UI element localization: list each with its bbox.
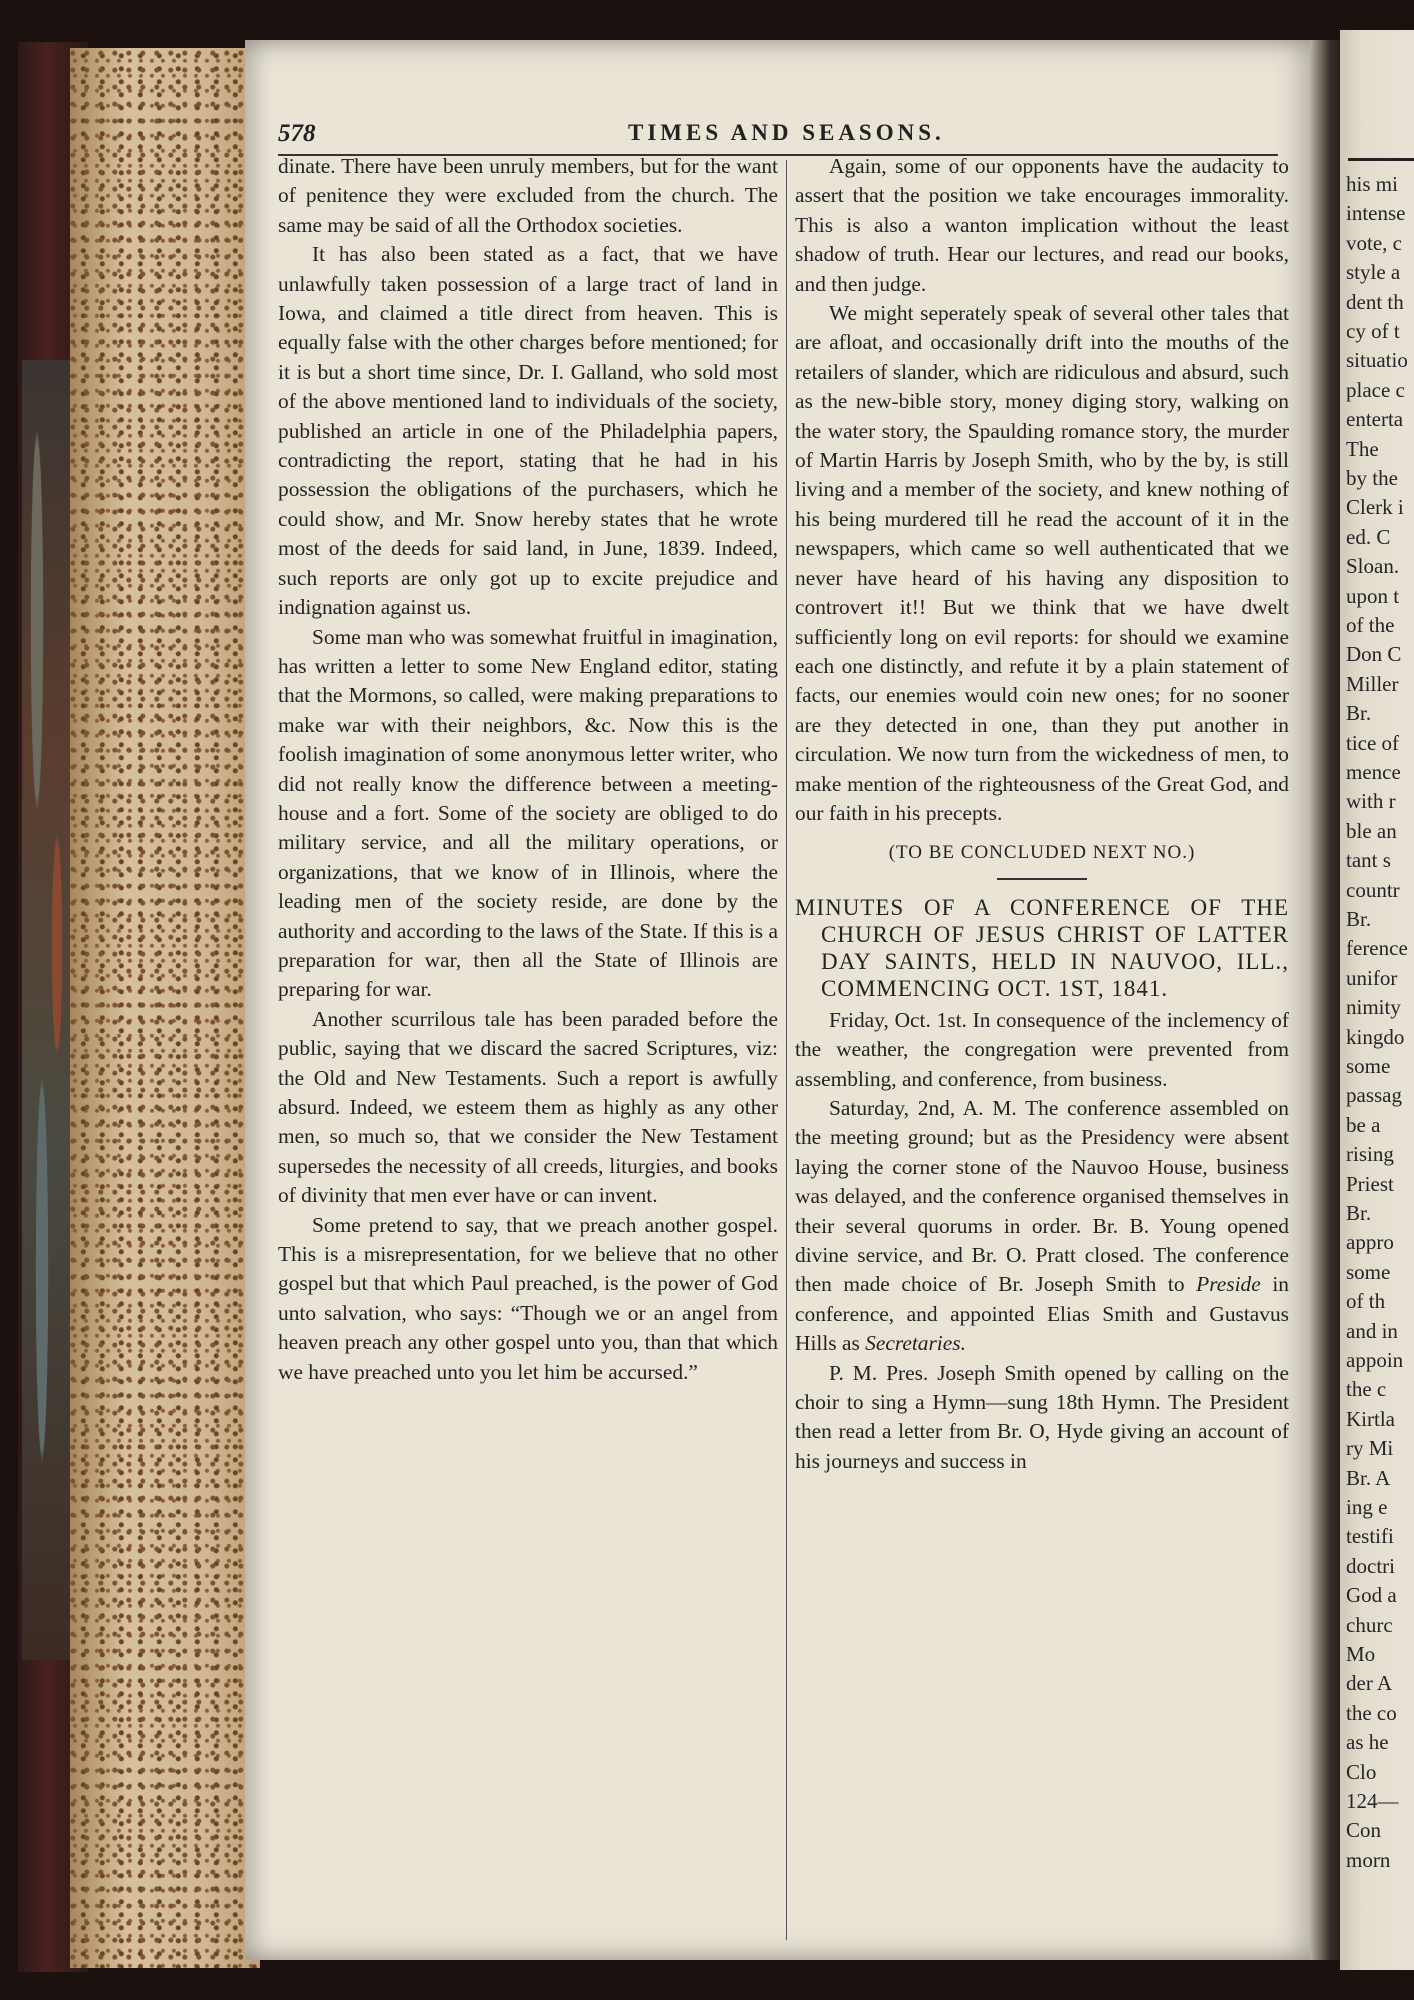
facing-page-fragment: unifor — [1346, 965, 1398, 990]
right-column — [795, 152, 1289, 1476]
facing-page-fragment: tice of — [1346, 730, 1400, 755]
facing-page-fragment: of the — [1346, 613, 1395, 637]
text-run: in conference, and appointed Elias Smith and Gustavus Hills as — [795, 1272, 1289, 1356]
facing-page-fragment: the c — [1346, 1377, 1387, 1402]
facing-page-fragment: 124— — [1346, 1789, 1399, 1813]
minutes-heading: MINUTES OF A CONFERENCE OF THE CHURCH OF JESUS CHRIST OF LATTER DAY SAINTS, HELD IN NAUVOO, ILL., COMMENCING OCT. 1ST, 1841. — [795, 894, 1289, 1001]
facing-page-fragment: place c — [1346, 377, 1405, 402]
facing-page-fragment: dent th — [1346, 289, 1404, 314]
foxed-page-edges — [70, 48, 260, 1968]
facing-page-fragment: churc — [1346, 1612, 1393, 1637]
facing-page-fragment: appoin — [1346, 1348, 1404, 1372]
italic-text: Secretaries. — [865, 1331, 966, 1356]
facing-page-fragment: intense — [1346, 201, 1406, 226]
running-head — [278, 120, 1278, 156]
section-divider — [997, 878, 1087, 880]
facing-page-fragment: Don C — [1346, 642, 1402, 667]
facing-page-fragment: Br. A — [1346, 1465, 1391, 1490]
facing-page-fragment: enterta — [1346, 407, 1404, 432]
paragraph: Again, some of our opponents have the audacity to assert that the position we take encourages immorality. This is also a wanton implication without the least shadow of truth. Hear our lectures, and read our books, and then judge. — [795, 154, 1289, 296]
paragraph: P. M. Pres. Joseph Smith opened by calling on the choir to sing a Hymn—sung 18th Hymn. The President then read a letter from Br. O, Hyde giving an account of his journeys and success in — [795, 1360, 1289, 1473]
facing-page-fragment: vote, c — [1346, 230, 1402, 255]
facing-page-fragment: morn — [1346, 1847, 1391, 1872]
facing-page-fragment: ed. C — [1346, 524, 1391, 549]
paragraph: Friday, Oct. 1st. In consequence of the inclemency of the weather, the congregation were prevented from assembling, and conference, from business. — [795, 1007, 1289, 1091]
left-column — [278, 152, 778, 1387]
facing-page-fragment: Sloan. — [1346, 554, 1400, 579]
facing-page-fragment: cy of t — [1346, 319, 1400, 343]
facing-page-fragment: as he — [1346, 1730, 1389, 1755]
facing-page-fragment: Clo — [1346, 1759, 1377, 1784]
to-be-concluded-note: (TO BE CONCLUDED NEXT NO.) — [888, 842, 1196, 864]
facing-page-fragment: ing e — [1346, 1495, 1388, 1519]
facing-page-fragment: style a — [1346, 260, 1401, 285]
facing-page-fragment: mence — [1346, 760, 1401, 784]
facing-page-fragment: der A — [1346, 1671, 1393, 1696]
facing-page-fragment: Clerk i — [1346, 495, 1404, 520]
column-divider — [786, 160, 787, 1940]
paragraph: dinate. There have been unruly members, but for the want of penitence they were excluded from the church. The same may be said of all the Orthodox societies. — [278, 154, 778, 237]
facing-page-fragment: be a — [1346, 1112, 1381, 1137]
facing-page-fragment: some — [1346, 1259, 1391, 1284]
facing-page — [1340, 30, 1414, 1970]
facing-page-fragment: Br. — [1346, 907, 1372, 931]
facing-page-fragment: with r — [1346, 789, 1396, 814]
facing-page-fragment: countr — [1346, 877, 1400, 902]
facing-page-fragment: the co — [1346, 1700, 1397, 1725]
text-run: Saturday, 2nd, A. M. The conference assembled on the meeting ground; but as the Presidency were absent laying the corner stone of the Nauvoo House, business was delayed, and the conference organised themselves in their several quorums in order. Br. B. Young opened divine service, and Br. O. Pratt closed. The conference then made choice of Br. Joseph Smith to — [795, 1095, 1289, 1297]
paragraph: We might seperately speak of several other tales that are afloat, and occasionally drift into the mouths of the retailers of slander, which are ridiculous and absurd, such as the new-bible story, money diging story, walking on the water story, the Spaulding romance story, the murder of Martin Harris by Joseph Smith, who by the by, is still living and a member of the society, and knew nothing of his being murdered till he read the account of it in the newspapers, which came so well authenticated that we never have heard of his having any disposition to controvert it!! But we think that we have dwelt sufficiently long on evil reports: for should we examine each one distinctly, and refute it by a plain statement of facts, our enemies would coin new ones; for no sooner are they detected in one, than they put another in circulation. We now turn from the wickedness of men, to make mention of the righteousness of the Great God, and our faith in his precepts. — [795, 301, 1289, 825]
paragraph: Some pretend to say, that we preach another gospel. This is a misrepresentation, for we believe that no other gospel but that which Paul preached, is the power of God unto salvation, who says: “Though we or an angel from heaven preach any other gospel unto you, than that which we have preached unto you let him be accursed.” — [278, 1212, 778, 1384]
facing-page-fragment: passag — [1346, 1083, 1402, 1108]
facing-page-fragment: some — [1346, 1054, 1391, 1078]
page-number: 578 — [278, 120, 316, 147]
facing-page-rule — [1348, 158, 1414, 161]
facing-page-fragment: ry Mi — [1346, 1436, 1394, 1461]
facing-page-fragment: Priest — [1346, 1171, 1394, 1196]
facing-page-fragment: The — [1346, 436, 1379, 461]
facing-page-fragment: appro — [1346, 1230, 1394, 1255]
facing-page-fragment: tant s — [1346, 848, 1391, 873]
italic-text: Preside — [1196, 1272, 1261, 1297]
facing-page-fragment: doctri — [1346, 1553, 1395, 1578]
facing-page-fragment: situatio — [1346, 348, 1408, 373]
facing-page-fragment: kingdo — [1346, 1024, 1405, 1049]
facing-page-fragment: nimity — [1346, 995, 1401, 1020]
facing-page-fragment: ference — [1346, 936, 1408, 961]
journal-title: TIMES AND SEASONS. — [628, 120, 945, 145]
facing-page-fragment: of th — [1346, 1289, 1386, 1314]
paragraph: It has also been stated as a fact, that we have unlawfully taken possession of a large tract of land in Iowa, and claimed a title direct from heaven. This is equally false with the other charges before mentioned; for it is but a short time since, Dr. I. Galland, who sold most of the above mentioned land to individuals of the society, published an article in one of the Philadelphia papers, contradicting the report, stating that he had in his possession the obligations of the purchasers, which he could show, and Mr. Snow hereby states that he wrote most of the deeds for said land, in June, 1839. Indeed, such reports are only got up to excite prejudice and indignation against us. — [278, 242, 778, 620]
facing-page-fragment: Br. — [1346, 1201, 1372, 1225]
facing-page-fragment: Miller — [1346, 671, 1399, 696]
marbled-endpaper — [22, 360, 72, 1660]
facing-page-fragment: by the — [1346, 466, 1398, 490]
facing-page-fragment: testifi — [1346, 1524, 1394, 1549]
facing-page-fragment: Br. — [1346, 701, 1372, 726]
facing-page-fragment: rising — [1346, 1142, 1394, 1167]
facing-page-fragment: Kirtla — [1346, 1406, 1395, 1431]
facing-page-fragment: Con — [1346, 1818, 1382, 1843]
facing-page-fragment: and in — [1346, 1318, 1398, 1343]
facing-page-fragment: Mo — [1346, 1642, 1376, 1666]
paragraph: Another scurrilous tale has been paraded before the public, saying that we discard the sacred Scriptures, viz: the Old and New Testaments. Such a report is awfully absurd. Indeed, we esteem them as highly as any other men, so much so, that we consider the New Testament supersedes the necessity of all creeds, liturgies, and books of divinity that men ever have or can invent. — [278, 1006, 778, 1208]
paragraph: Some man who was somewhat fruitful in imagination, has written a letter to some New England editor, stating that the Mormons, so called, were making preparations to make war with their neighbors, &c. Now this is the foolish imagination of some anonymous letter writer, who did not really know the difference between a meeting-house and a fort. Some of the society are obliged to do military service, and all the military operations, or organizations, that we know of in Illinois, where the leading men of the society reside, are done by the authority and according to the laws of the State. If this is a preparation for war, then all the State of Illinois are preparing for war. — [278, 624, 778, 1002]
facing-page-fragment: God a — [1346, 1583, 1397, 1608]
facing-page-fragment: his mi — [1346, 172, 1398, 196]
paragraph — [795, 1094, 1289, 1359]
facing-page-fragment: upon t — [1346, 583, 1400, 608]
facing-page-fragment: ble an — [1346, 818, 1397, 843]
